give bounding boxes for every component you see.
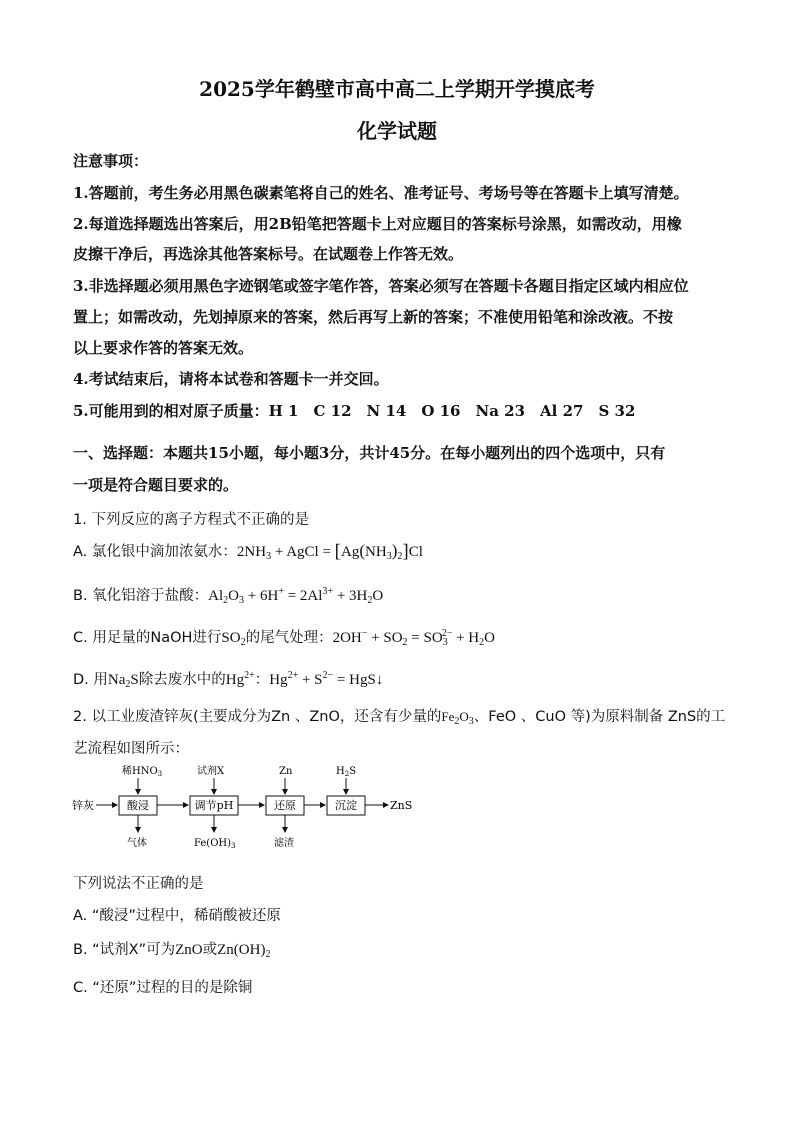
note-line-7: 4.考试结束后，请将本试卷和答题卡一并交回。 xyxy=(73,370,389,388)
flow-reagent-h2s: $H_2S$ xyxy=(336,766,357,778)
note-line-3: 皮擦干净后，再选涂其他答案标号。在试题卷上作答无效。 xyxy=(73,245,464,263)
q1-option-b: B. 氧化铝溶于盐酸：$Al_2O_3 + 6H^+ = 2Al^{3+} + 3H_2O$ xyxy=(73,586,384,606)
flow-product-feoh3: $Fe(OH)_3$ xyxy=(194,838,236,850)
note-line-1: 1.答题前，考生务必用黑色碳素笔将自己的姓名、准考证号、考场号等在答题卡上填写清楚。 xyxy=(73,184,689,202)
note-line-5: 置上；如需改动，先划掉原来的答案，然后再写上新的答案；不准使用铅笔和涂改液。不按 xyxy=(73,308,674,326)
flow-reagent-dilute-hno3: 稀$HNO_3$ xyxy=(122,766,163,778)
q2-stem-line-2: 艺流程如图所示： xyxy=(73,741,189,757)
flow-step-precipitation: 沉淀 xyxy=(335,799,357,812)
flow-product-gas: 气体 xyxy=(127,838,147,849)
flow-step-reduction: 还原 xyxy=(274,799,296,812)
flow-step-adjust-ph: 调节pH xyxy=(194,799,234,812)
q1-option-c: C. 用足量的NaOH进行$SO_2$的尾气处理：$2OH^- + SO_2 = SO_3^{2-} + H_2O$ xyxy=(73,628,495,648)
flow-reagent-x: 试剂X xyxy=(197,766,225,777)
flow-product-residue: 滤渣 xyxy=(274,838,294,849)
flow-output-label: ZnS xyxy=(390,799,413,812)
process-flow-diagram xyxy=(70,762,430,854)
q2-option-a: A. “酸浸”过程中，稀硝酸被还原 xyxy=(73,908,281,924)
note-line-6: 以上要求作答的答案无效。 xyxy=(73,339,254,357)
section-heading-line-2: 一项是符合题目要求的。 xyxy=(73,476,239,494)
q1-stem: 1. 下列反应的离子方程式不正确的是 xyxy=(73,512,309,528)
q1-option-d: D. 用$Na_2S$除去废水中的$Hg^{2+}$：$Hg^{2+} + S^{2-}$ = HgS↓ xyxy=(73,670,384,690)
q2-stem-line-1: 2. 以工业废渣锌灰(主要成分为Zn 、ZnO，还含有少量的$Fe_2O_3$、FeO 、CuO 等)为原料制备 ZnS的工 xyxy=(73,709,726,727)
flow-step-acid-leach: 酸浸 xyxy=(127,799,149,812)
page-title: 2025学年鹤壁市高中高二上学期开学摸底考 xyxy=(199,77,595,101)
q1-option-a: A. 氯化银中滴加浓氨水：$2NH_3$ + AgCl = $[Ag(NH_3)_2]Cl$ xyxy=(73,541,423,562)
page-subtitle: 化学试题 xyxy=(357,119,437,143)
notes-heading: 注意事项： xyxy=(73,152,149,170)
flow-input-label: 锌灰 xyxy=(72,799,94,812)
q2-option-b: B. “试剂Ⅹ”可为ZnO或$Zn(OH)_2$ xyxy=(73,942,271,960)
note-line-4: 3.非选择题必须用黑色字迹钢笔或签字笔作答，答案必须写在答题卡各题目指定区域内相应位 xyxy=(73,277,689,295)
flow-reagent-zn: Zn xyxy=(279,766,293,777)
q2-question: 下列说法不正确的是 xyxy=(73,876,204,892)
note-line-8: 5.可能用到的相对原子质量：H 1 C 12 N 14 O 16 Na 23 Al 27 S 32 xyxy=(73,402,636,420)
q2-option-c: C. “还原”过程的目的是除铜 xyxy=(73,980,253,996)
note-line-2: 2.每道选择题选出答案后，用2B铅笔把答题卡上对应题目的答案标号涂黑，如需改动，用橡 xyxy=(73,215,682,233)
section-heading-line-1: 一、选择题：本题共15小题，每小题3分，共计45分。在每小题列出的四个选项中，只有 xyxy=(73,444,666,462)
